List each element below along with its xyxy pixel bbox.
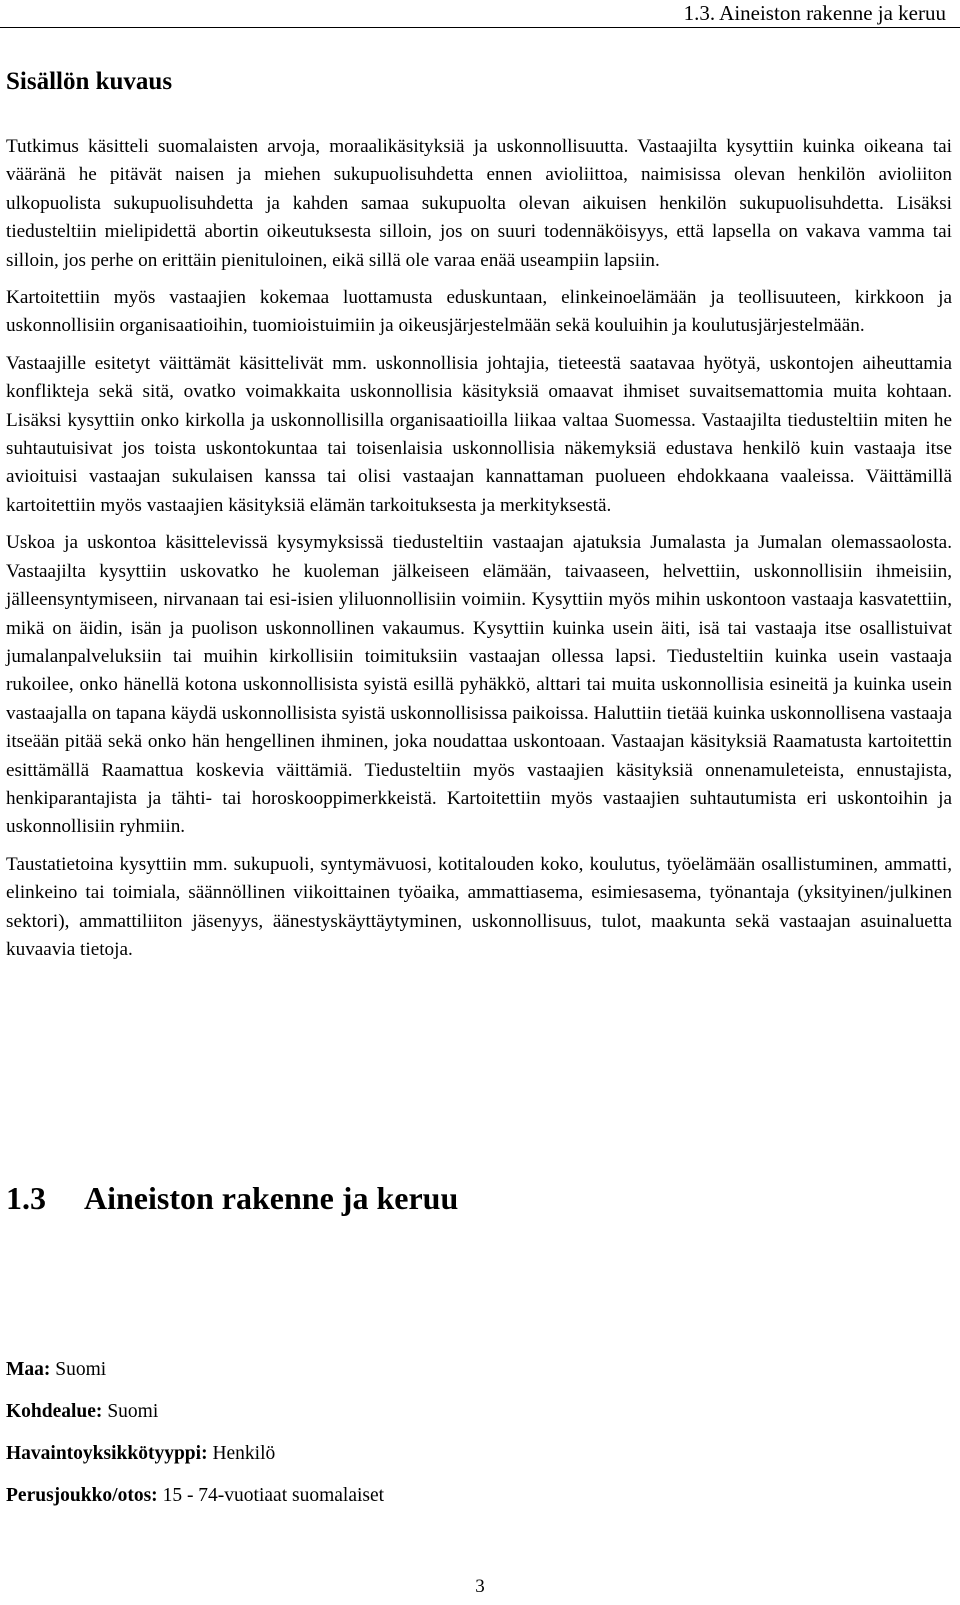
chapter-number: 1.3 (6, 1180, 46, 1216)
paragraph: Taustatietoina kysyttiin mm. sukupuoli, syntymävuosi, kotitalouden koko, koulutus, työelämään osallistuminen, ammatti, elinkeino tai toimiala, säännöllinen viikoittainen työaika, ammattiasema, esimiesasema, työnantaja (yksityinen/julkinen sektori), ammattiliiton jäsenyys, äänestyskäyttäytyminen, uskonnollisuus, tulot, maakunta sekä vastaajan asuinaluetta kuvaavia tietoja. (6, 853, 952, 960)
paragraph: Tutkimus käsitteli suomalaisten arvoja, moraalikäsityksiä ja uskonnollisuutta. Vastaajilta kysyttiin kuinka oikeana tai vääränä he pitävät naisen ja miehen sukupuolisuhdetta ennen avioliittoa, naimisissa olevan henkilön avioliiton ulkopuolista sukupuolisuhdetta ja kahden samaa sukupuolta olevan aikuisen henkilön sukupuolisuhdetta. Lisäksi tiedusteltiin mielipidettä abortin oikeutuksesta silloin, jos on suuri todennäköisyys, että lapsella on vakava vamma tai silloin, jos perhe on erittäin pienituloinen, eikä sillä ole varaa enää useampiin lapsiin. (6, 136, 952, 271)
metadata-value: Henkilö (207, 1443, 276, 1464)
metadata-label: Perusjoukko/otos: (6, 1485, 158, 1506)
section-heading: Sisällön kuvaus (6, 68, 173, 95)
paragraph: Kartoitettiin myös vastaajien kokemaa luottamusta eduskuntaan, elinkeinoelämään ja teollisuuteen, kirkkoon ja uskonnollisiin organisaatioihin, tuomioistuimiin ja oikeusjärjestelmään sekä kouluihin ja koulutusjärjestelmään. (6, 287, 952, 337)
metadata-value: 15 - 74-vuotiaat suomalaiset (157, 1485, 385, 1506)
paragraph: Uskoa ja uskontoa käsittelevissä kysymyksissä tiedusteltiin vastaajan ajatuksia Jumalasta ja Jumalan olemassaolosta. Vastaajilta kysyttiin uskovatko he kuoleman jälkeiseen elämään, taivaaseen, helvettiin, uskonnollisiin ihmeisiin, jälleensyntymiseen, nirvanaan tai esi-isien yliluonnollisiin voimiin. Kysyttiin myös mihin uskontoon vastaaja kasvatettiin, mikä on äidin, isän ja puolison uskonnollinen vakaumus. Kysyttiin kuinka usein äiti, isä tai vastaaja itse osallistuivat jumalanpalveluksiin tai muihin kirkollisiin toimituksiin vastaajan ollessa lapsi. Tiedusteltiin kuinka usein vastaaja rukoilee, onko hänellä kotona uskonnollisista syistä esillä pyhäkkö, alttari tai muita uskonnollisia esineitä ja kuinka usein vastaajalla on tapana käydä uskonnollisista syistä uskonnollisissa paikoissa. Haluttiin tietää kuinka uskonnollisena vastaaja itseään pitää sekä onko hän hengellinen ihminen, joka noudattaa uskontoaan. Vastaajan käsityksiä Raamatusta kartoitettin esittämällä Raamattua koskevia väittämiä. Tiedusteltiin myös vastaajien käsityksiä onnenamuleteista, ennustajista, henkiparantajista ja tähti- tai horoskooppimerkkeistä. Kartoitettiin myös vastaajien suhtautumista eri uskontoihin ja uskonnollisiin ryhmiin. (6, 532, 952, 838)
chapter-title: Aineiston rakenne ja keruu (84, 1180, 459, 1216)
page-number: 3 (475, 1576, 485, 1597)
paragraph: Vastaajille esitetyt väittämät käsittelivät mm. uskonnollisia johtajia, tieteestä saatavaa hyötyä, uskontojen aiheuttamia konflikteja sekä sitä, ovatko voimakkaita uskonnollisia käsityksiä omaavat ihmiset suvaitsemattomia muita kohtaan. Lisäksi kysyttiin onko kirkolla ja uskonnollisilla organisaatioilla liikaa valtaa Suomessa. Vastaajilta tiedusteltiin miten he suhtautuisivat jos toista uskontokuntaa tai toisenlaisia uskonnollisia näkemyksiä edustava henkilö kuin vastaaja itse avioituisi vastaajan sukulaisen kanssa tai olisi vastaajan kannattaman puolueen ehdokkaana vaaleissa. Väittämillä kartoitettiin myös vastaajien käsityksiä elämän tarkoituksesta ja merkityksestä. (6, 352, 952, 516)
metadata-value: Suomi (50, 1359, 107, 1380)
chapter-heading (6, 1178, 458, 1218)
metadata-label: Maa: (6, 1359, 51, 1380)
metadata-row-country (6, 1357, 906, 1383)
metadata-row-population (6, 1483, 906, 1509)
metadata-label: Havaintoyksikkötyyppi: (6, 1443, 208, 1464)
header-rule (0, 27, 960, 28)
section-body (6, 133, 952, 973)
metadata-row-target-area (6, 1399, 906, 1425)
running-head: 1.3. Aineiston rakenne ja keruu (683, 1, 946, 25)
metadata-row-unit-type (6, 1441, 906, 1467)
metadata-value: Suomi (102, 1401, 159, 1422)
metadata-label: Kohdealue: (6, 1401, 103, 1422)
